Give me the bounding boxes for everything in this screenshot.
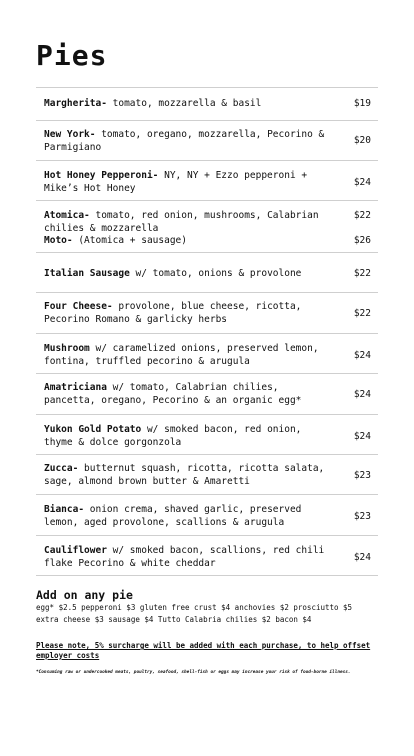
page-title: Pies [36,39,108,72]
add-on-options-line-2: extra cheese $3 sausage $4 Tutto Calabria chilies $2 bacon $4 [36,615,312,624]
item-description: w/ smoked bacon, red onion, thyme & dolce gorgonzola [44,424,302,448]
item-name: Bianca- [44,504,85,515]
item-name: Italian Sausage [44,268,130,279]
item-price: $24 [353,431,371,442]
menu-item-bianca [36,494,378,535]
item-price: $23 [353,511,371,522]
item-description: w/ tomato, Calabrian chilies, pancetta, oregano, Pecorino & an organic egg* [44,382,302,406]
item-name: Four Cheese- [44,301,113,312]
item-price-moto: $26 [353,235,371,246]
item-description: butternut squash, ricotta, ricotta salata, sage, almond brown butter & Amaretti [44,463,325,487]
item-description: tomato, oregano, mozzarella, Pecorino & Parmigiano [44,129,325,153]
menu-item-italian-sausage [36,252,378,292]
item-name: Yukon Gold Potato [44,424,142,435]
item-description: onion crema, shaved garlic, preserved lemon, aged provolone, scallions & arugula [44,504,302,528]
item-name: Hot Honey Pepperoni- [44,170,159,181]
item-description: provolone, blue cheese, ricotta, Pecorino Romano & garlicky herbs [44,301,302,325]
menu-item-amatriciana [36,373,378,414]
menu-item-margherita [36,87,378,120]
menu-item-new-york [36,120,378,160]
item-price: $24 [353,552,371,563]
menu-item-atomica [36,200,378,252]
pie-menu-list [36,87,378,576]
menu-item-cauliflower [36,535,378,576]
item-description: w/ tomato, onions & provolone [129,268,302,279]
item-price: $24 [353,350,371,361]
item-name: Amatriciana [44,382,107,393]
menu-item-mushroom [36,333,378,373]
item-name-moto: Moto- [44,235,73,246]
item-name: Cauliflower [44,545,107,556]
item-description-moto: (Atomica + sausage) [72,235,187,246]
item-name: Zucca- [44,463,79,474]
item-description: tomato, mozzarella & basil [106,98,262,109]
item-price: $24 [353,177,371,188]
item-name: Atomica- [44,210,90,221]
menu-item-hot-honey-pepperoni [36,160,378,200]
item-price: $22 [353,210,371,221]
item-price: $23 [353,470,371,481]
add-on-section [36,588,386,626]
item-name: Margherita- [44,98,107,109]
item-description: w/ smoked bacon, scallions, red chili flake Pecorino & white cheddar [44,545,325,569]
item-description: tomato, red onion, mushrooms, Calabrian chilies & mozzarella [44,210,319,234]
food-safety-disclaimer: *Consuming raw or undercooked meats, poultry, seafood, shell-fish or eggs may increase your risk of food-borne illness. [36,670,351,675]
add-on-options-line-1: egg* $2.5 pepperoni $3 gluten free crust $4 anchovies $2 prosciutto $5 [36,603,353,612]
surcharge-notice: Please note, 5% surcharge will be added with each purchase, to help offset employer costs [36,641,371,660]
menu-item-four-cheese [36,292,378,333]
item-price: $22 [353,308,371,319]
menu-item-yukon-gold-potato [36,414,378,454]
menu-item-zucca [36,454,378,494]
add-on-heading: Add on any pie [36,588,133,602]
item-price: $20 [353,135,371,146]
item-name: New York- [44,129,96,140]
item-description: w/ caramelized onions, preserved lemon, fontina, truffled pecorino & arugula [44,343,319,367]
item-price: $22 [353,268,371,279]
item-name: Mushroom [44,343,90,354]
item-price: $19 [353,98,371,109]
item-description: NY, NY + Ezzo pepperoni + Mike’s Hot Honey [44,170,308,194]
item-price: $24 [353,389,371,400]
